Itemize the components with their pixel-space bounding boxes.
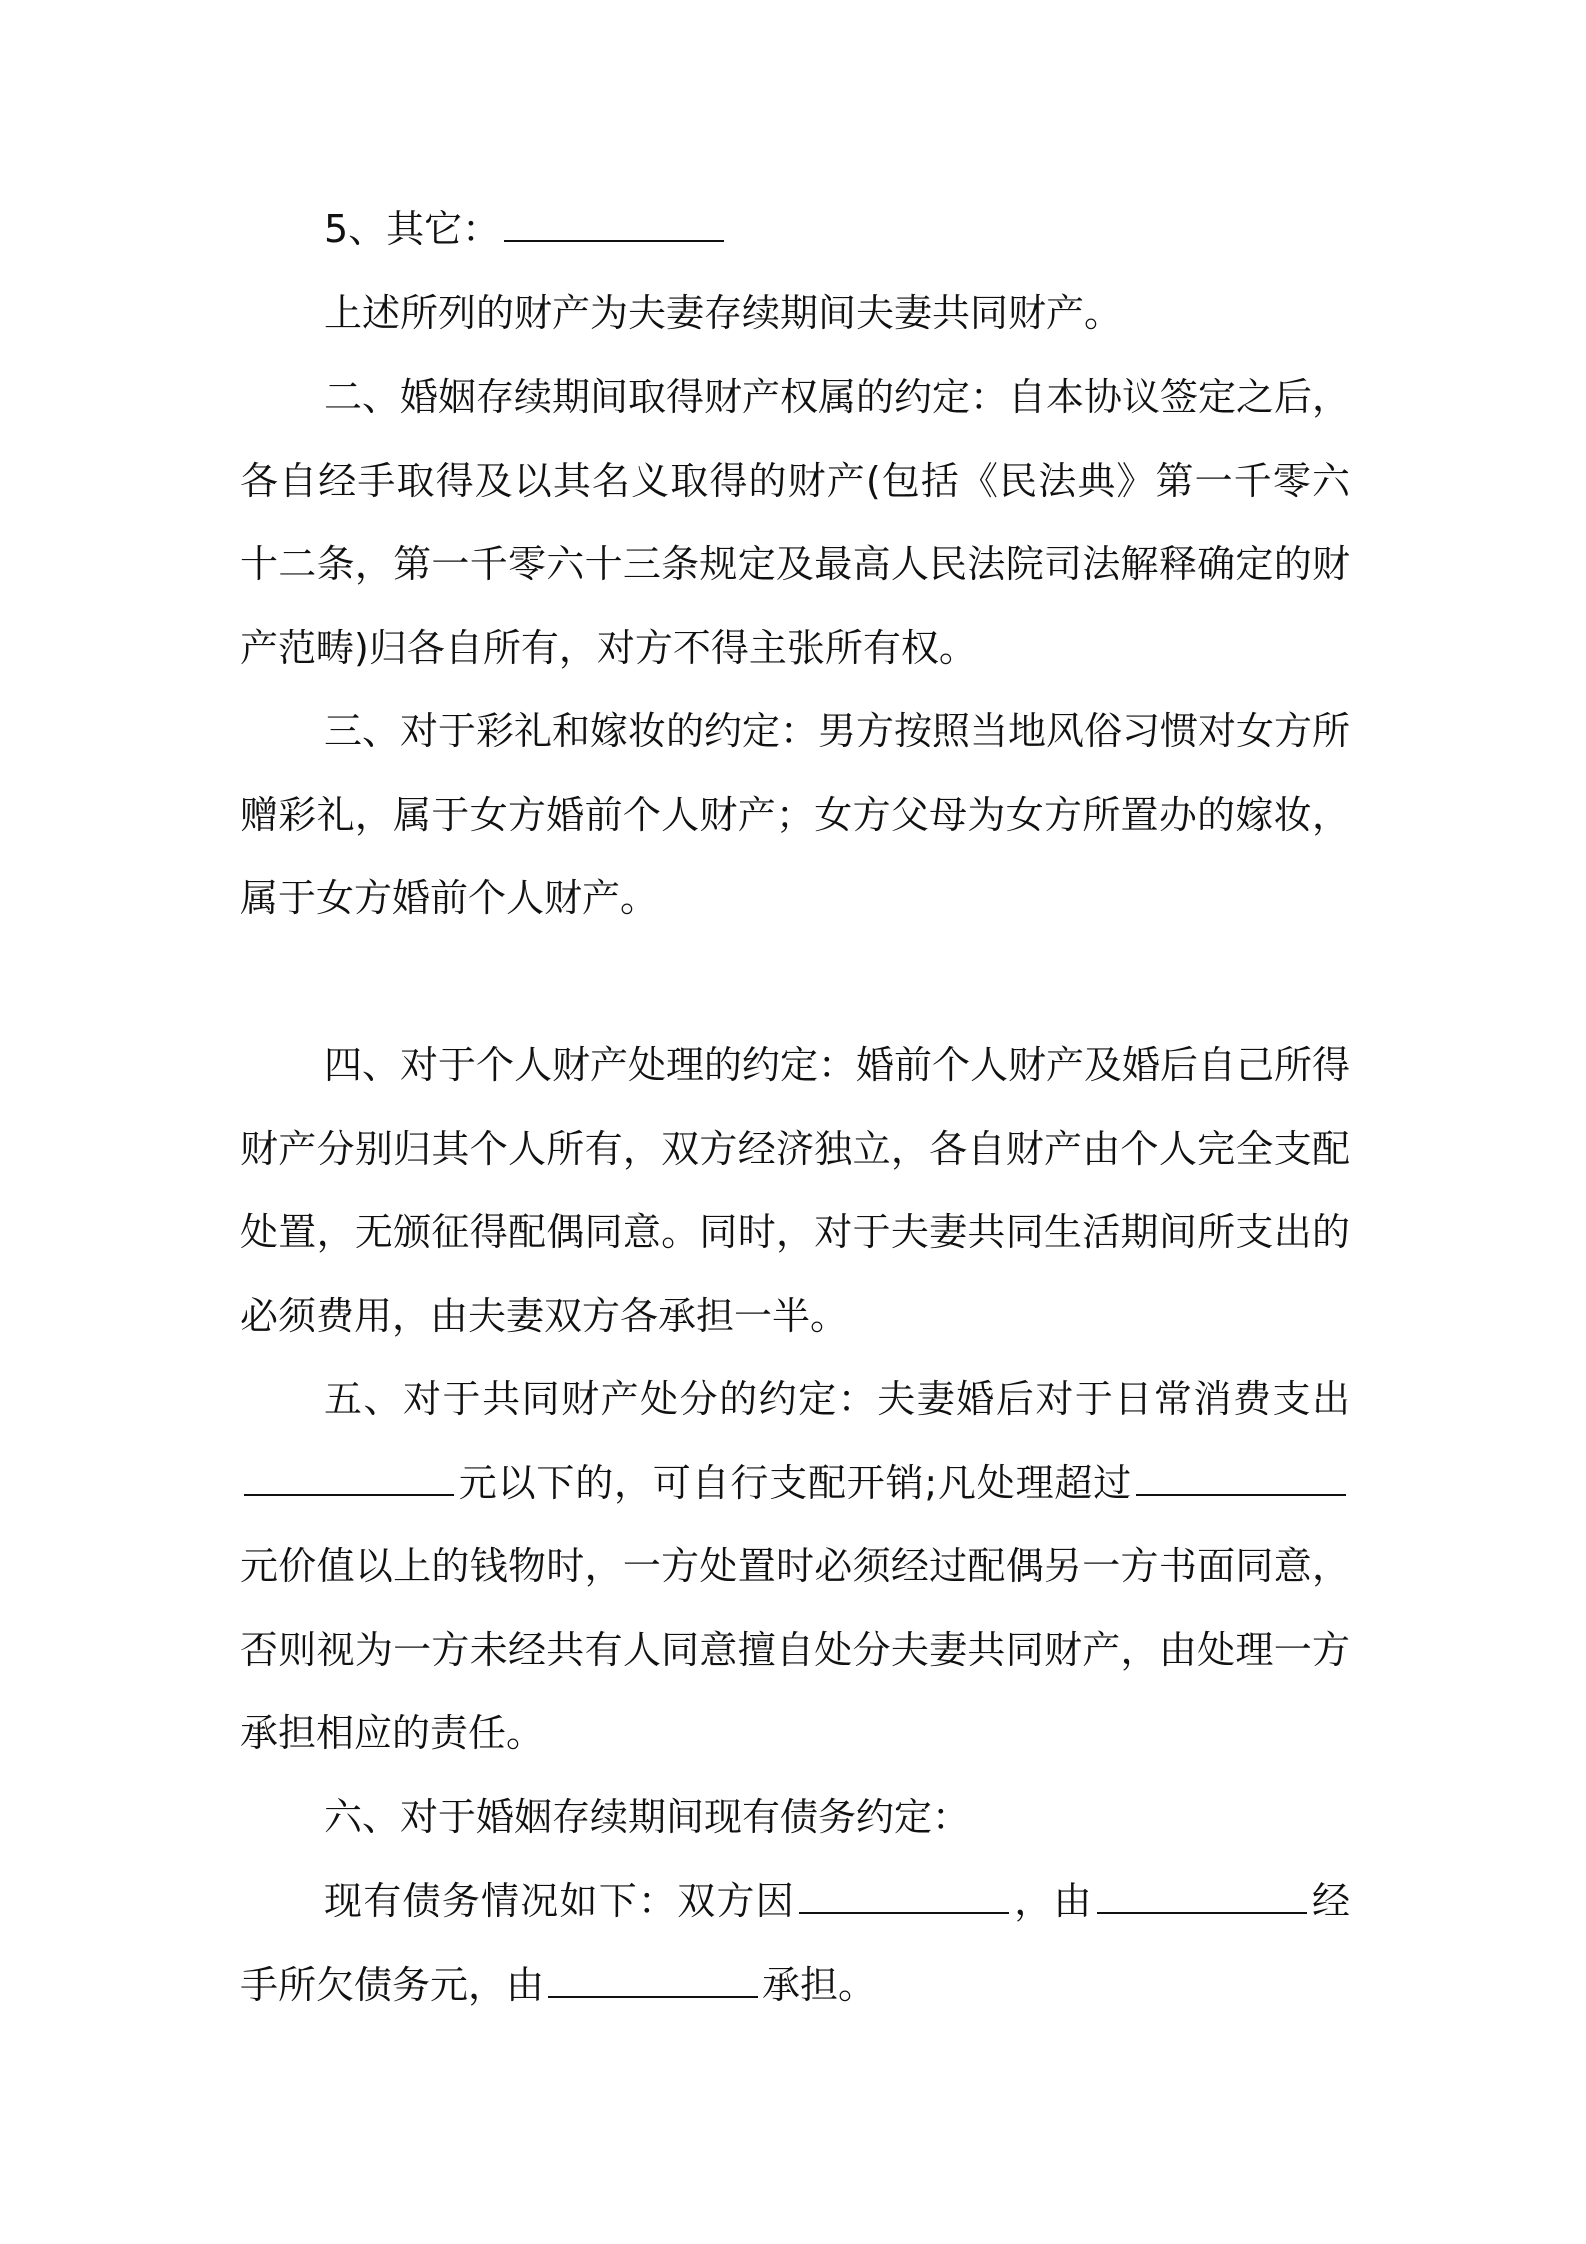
fill-blank[interactable]	[244, 1464, 454, 1496]
clause-five-text-2: 元以下的，可自行支配开销;凡处理超过	[458, 1460, 1132, 1505]
clause-four	[240, 1024, 1350, 1358]
clause-four-text: 四、对于个人财产处理的约定：婚前个人财产及婚后自己所得财产分别归其个人所有，双方经济独立，各自财产由个人完全支配处置，无颁征得配偶同意。同时，对于夫妻共同生活期间所支出的必须费用，由夫妻双方各承担一半。	[240, 1043, 1351, 1338]
clause-five-text-1: 五、对于共同财产处分的约定：夫妻婚后对于日常消费支出	[324, 1377, 1350, 1421]
clause-other	[240, 188, 1350, 272]
fill-blank[interactable]	[799, 1882, 1009, 1914]
clause-five-text-3: 元价值以上的钱物时，一方处置时必须经过配偶另一方书面同意，否则视为一方未经共有人同意擅自处分夫妻共同财产，由处理一方承担相应的责任。	[240, 1544, 1350, 1755]
clause-five	[240, 1358, 1350, 1776]
clause-other-text: 5、其它：	[324, 207, 501, 251]
clause-two	[240, 356, 1350, 690]
debt-details-text-1: 现有债务情况如下：双方因	[324, 1879, 795, 1923]
debt-details	[240, 1860, 1350, 2027]
joint-property-statement-text: 上述所列的财产为夫妻存续期间夫妻共同财产。	[324, 291, 1123, 335]
debt-details-text-3: 经手所欠债务元，由	[240, 1879, 1350, 2007]
clause-six	[240, 1776, 1350, 1860]
joint-property-statement	[240, 272, 1350, 356]
fill-blank[interactable]	[548, 1966, 758, 1998]
clause-two-text: 二、婚姻存续期间取得财产权属的约定：自本协议签定之后，各自经手取得及以其名义取得的财产(包括《民法典》第一千零六十二条，第一千零六十三条规定及最高人民法院司法解释确定的财产范畴)归各自所有，对方不得主张所有权。	[240, 375, 1351, 670]
debt-details-text-2: ，由	[1012, 1879, 1093, 1923]
clause-six-text: 六、对于婚姻存续期间现有债务约定：	[324, 1795, 971, 1839]
fill-blank[interactable]	[504, 210, 724, 242]
fill-blank[interactable]	[1097, 1882, 1307, 1914]
debt-details-text-4: 承担。	[762, 1962, 877, 2007]
fill-blank[interactable]	[1136, 1464, 1346, 1496]
clause-three	[240, 690, 1350, 941]
clause-three-text: 三、对于彩礼和嫁妆的约定：男方按照当地风俗习惯对女方所赠彩礼，属于女方婚前个人财产；女方父母为女方所置办的嫁妆，属于女方婚前个人财产。	[240, 709, 1351, 920]
